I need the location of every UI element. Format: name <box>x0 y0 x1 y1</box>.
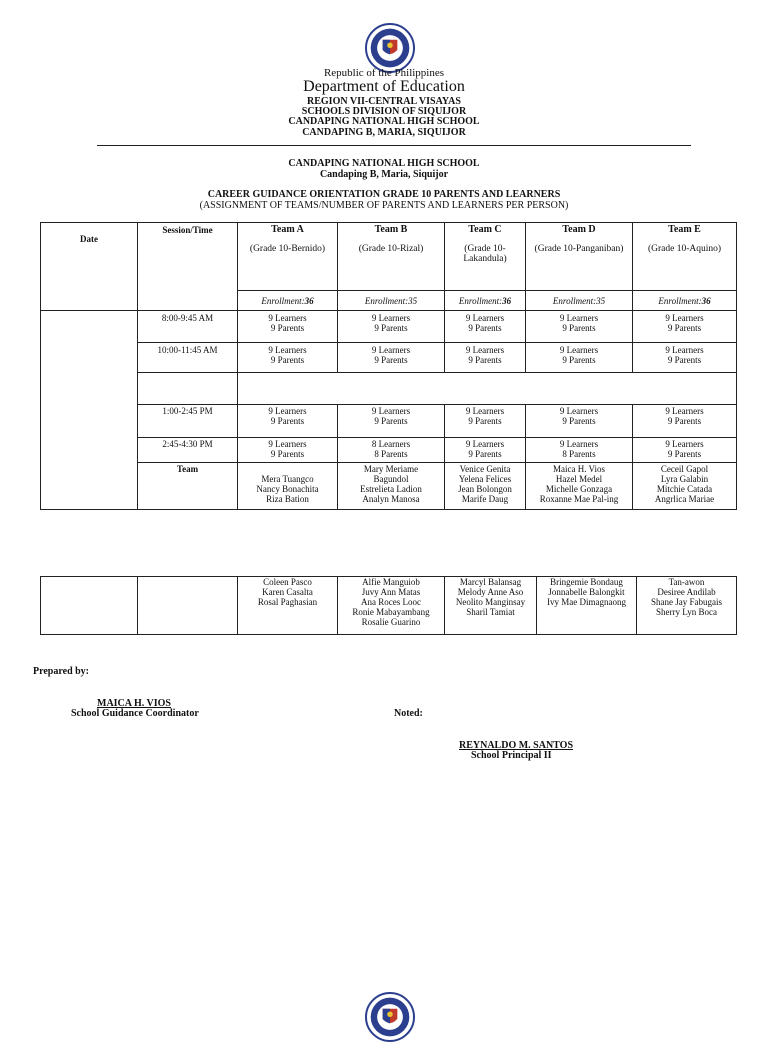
break-time-cell <box>138 373 238 405</box>
doc-subtitle: (ASSIGNMENT OF TEAMS/NUMBER OF PARENTS AND LEARNERS PER PERSON) <box>199 200 569 211</box>
session-row <box>41 343 737 373</box>
member-name: Sharil Tamiat <box>466 607 515 617</box>
member-name: Sherry Lyn Boca <box>656 607 717 617</box>
parents-count: 9 Parents <box>270 323 305 333</box>
parents-count: 9 Parents <box>374 355 408 365</box>
parents-count: 8 Parents <box>374 449 408 459</box>
member-name: Neolito Manginsay <box>455 597 526 607</box>
sub-address: Candaping B, Maria, Siquijor <box>319 169 449 180</box>
team-section: (Grade 10-Panganiban) <box>534 244 624 254</box>
learners-count: 9 Learners <box>268 439 307 449</box>
session-time: 8:00-9:45 AM <box>138 311 238 343</box>
member-name: Ivy Mae Dimagnaong <box>547 597 626 607</box>
noter-title: School Principal II <box>471 750 552 761</box>
member-name: Karen Casalta <box>262 587 313 597</box>
team-name: Team E <box>668 224 701 235</box>
date-header: Date <box>41 223 138 311</box>
parents-count: 9 Parents <box>468 323 502 333</box>
learners-count: 9 Learners <box>268 345 307 355</box>
team-members-row <box>41 463 737 510</box>
session-row <box>41 311 737 343</box>
enrollment-label: Enrollment: <box>364 295 409 306</box>
enrollment-value: 36 <box>701 295 711 306</box>
team-d-members <box>526 463 633 510</box>
team-section: (Grade 10-Bernido) <box>249 244 326 254</box>
learners-count: 9 Learners <box>465 439 505 449</box>
team-name: Team C <box>468 224 502 235</box>
doc-title: CAREER GUIDANCE ORIENTATION GRADE 10 PARENTS AND LEARNERS <box>207 189 561 200</box>
team-b-header <box>338 223 445 291</box>
session-time: 10:00-11:45 AM <box>138 343 238 373</box>
member-name: Rosalie Guarino <box>361 617 421 627</box>
parents-count: 9 Parents <box>468 416 502 426</box>
team-name: Team A <box>271 224 304 235</box>
member-name: Melody Anne Aso <box>457 587 524 597</box>
member-name: Nancy Bonachita <box>256 484 319 494</box>
member-name: Michelle Gonzaga <box>545 484 613 494</box>
count-cell <box>633 343 737 373</box>
parents-count: 9 Parents <box>270 416 305 426</box>
team-label: Team <box>138 463 238 510</box>
learners-count: 9 Learners <box>268 406 307 416</box>
session-header: Session/Time <box>138 223 238 311</box>
count-cell <box>445 343 526 373</box>
session-row <box>41 438 737 463</box>
enrollment-cell <box>526 291 633 311</box>
deped-seal-logo-footer <box>365 992 415 1042</box>
team-members-row <box>41 577 737 635</box>
count-cell <box>526 311 633 343</box>
header-divider <box>97 145 691 146</box>
count-cell <box>238 343 338 373</box>
team-b-members <box>338 463 445 510</box>
member-name: Bagundol <box>373 474 409 484</box>
enrollment-value: 35 <box>596 295 606 306</box>
parents-count: 9 Parents <box>374 323 408 333</box>
enrollment-value: 36 <box>304 295 314 306</box>
learners-count: 9 Learners <box>559 313 599 323</box>
member-name: Analyn Manosa <box>362 494 420 504</box>
learners-count: 8 Learners <box>371 439 411 449</box>
parents-count: 8 Parents <box>562 449 596 459</box>
enrollment-label: Enrollment: <box>458 295 503 306</box>
session-time: 1:00-2:45 PM <box>138 405 238 438</box>
preparer-title: School Guidance Coordinator <box>71 708 199 719</box>
team-a-members <box>238 577 338 635</box>
count-cell <box>338 343 445 373</box>
parents-count: 9 Parents <box>667 449 702 459</box>
enrollment-value: 35 <box>408 295 418 306</box>
parents-count: 9 Parents <box>374 416 408 426</box>
schedule-table <box>40 222 737 510</box>
count-cell <box>445 311 526 343</box>
count-cell <box>338 311 445 343</box>
session-row <box>41 405 737 438</box>
parents-count: 9 Parents <box>468 355 502 365</box>
member-name: Lyra Galabin <box>660 474 709 484</box>
parents-count: 9 Parents <box>667 416 702 426</box>
session-time: 2:45-4:30 PM <box>138 438 238 463</box>
prepared-by-label: Prepared by: <box>33 666 90 677</box>
enrollment-cell <box>238 291 338 311</box>
learners-count: 9 Learners <box>268 313 307 323</box>
seal-icon <box>367 994 413 1040</box>
enrollment-value: 36 <box>502 295 512 306</box>
member-name: Tan-awon <box>668 577 705 587</box>
date-cell <box>41 311 138 510</box>
parents-count: 9 Parents <box>562 323 596 333</box>
header-row <box>41 223 737 291</box>
member-name: Ana Roces Looc <box>361 597 421 607</box>
member-name: Rosal Paghasian <box>257 597 318 607</box>
member-name: Shane Jay Fabugais <box>651 597 722 607</box>
team-e-members <box>637 577 737 635</box>
learners-count: 9 Learners <box>371 406 411 416</box>
sub-school: CANDAPING NATIONAL HIGH SCHOOL <box>288 158 480 169</box>
team-e-members <box>633 463 737 510</box>
member-name: Hazel Medel <box>555 474 603 484</box>
address-line: CANDAPING B, MARIA, SIQUIJOR <box>302 127 466 138</box>
member-name: Alfie Manguiob <box>362 577 420 587</box>
count-cell <box>338 438 445 463</box>
count-cell <box>445 438 526 463</box>
parents-count: 9 Parents <box>562 355 596 365</box>
team-c-members <box>445 463 526 510</box>
parents-count: 9 Parents <box>468 449 502 459</box>
enrollment-label: Enrollment: <box>261 295 305 306</box>
team-a-members <box>238 463 338 510</box>
learners-count: 9 Learners <box>371 313 411 323</box>
member-name: Angrlica Mariae <box>654 494 715 504</box>
break-span-cell <box>238 373 737 405</box>
team-section: (Grade 10-Aquino) <box>647 244 722 254</box>
member-name: Jean Bolongon <box>458 484 512 494</box>
count-cell <box>445 405 526 438</box>
preparer-name: MAICA H. VIOS <box>97 698 171 709</box>
member-name: Venice Genita <box>459 464 511 474</box>
count-cell <box>633 405 737 438</box>
member-name: Ronie Mabayambang <box>352 607 430 617</box>
empty-session-cell <box>138 577 238 635</box>
team-d-members <box>537 577 637 635</box>
learners-count: 9 Learners <box>371 345 411 355</box>
team-d-header <box>526 223 633 291</box>
team-a-header <box>238 223 338 291</box>
division-line: SCHOOLS DIVISION OF SIQUIJOR <box>301 106 467 117</box>
member-name: Jonnabelle Balongkit <box>548 587 625 597</box>
learners-count: 9 Learners <box>559 406 599 416</box>
enrollment-cell <box>445 291 526 311</box>
team-section: (Grade 10-Lakandula) <box>463 244 507 264</box>
learners-count: 9 Learners <box>665 345 704 355</box>
team-name: Team B <box>374 224 408 235</box>
learners-count: 9 Learners <box>465 406 505 416</box>
team-c-header <box>445 223 526 291</box>
count-cell <box>238 438 338 463</box>
learners-count: 9 Learners <box>665 313 704 323</box>
learners-count: 9 Learners <box>465 313 505 323</box>
learners-count: 9 Learners <box>559 439 599 449</box>
learners-count: 9 Learners <box>465 345 505 355</box>
lunch-break-row <box>41 373 737 405</box>
member-name: Marcyl Balansag <box>459 577 522 587</box>
team-members-table-continued <box>40 576 737 635</box>
team-c-members <box>445 577 537 635</box>
noted-label: Noted: <box>394 708 423 719</box>
team-b-members <box>338 577 445 635</box>
member-name: Riza Bation <box>266 494 309 504</box>
count-cell <box>633 438 737 463</box>
enrollment-cell <box>338 291 445 311</box>
enrollment-cell <box>633 291 737 311</box>
count-cell <box>238 311 338 343</box>
count-cell <box>526 343 633 373</box>
member-name: Juvy Ann Matas <box>361 587 421 597</box>
learners-count: 9 Learners <box>665 439 704 449</box>
school-line: CANDAPING NATIONAL HIGH SCHOOL <box>288 116 480 127</box>
parents-count: 9 Parents <box>667 323 702 333</box>
member-name: Maica H. Vios <box>552 464 606 474</box>
count-cell <box>633 311 737 343</box>
member-name: Desiree Andilab <box>657 587 716 597</box>
count-cell <box>338 405 445 438</box>
republic-line: Republic of the Philippines <box>323 67 445 79</box>
parents-count: 9 Parents <box>270 449 305 459</box>
team-section: (Grade 10-Rizal) <box>358 244 424 254</box>
learners-count: 9 Learners <box>559 345 599 355</box>
member-name: Mera Tuangco <box>261 474 314 484</box>
count-cell <box>526 438 633 463</box>
member-name: Ceceil Gapol <box>660 464 709 474</box>
team-e-header <box>633 223 737 291</box>
parents-count: 9 Parents <box>562 416 596 426</box>
team-name: Team D <box>562 224 596 235</box>
empty-date-cell <box>41 577 138 635</box>
enrollment-label: Enrollment: <box>552 295 597 306</box>
member-name: Mary Meriame <box>363 464 419 474</box>
learners-count: 9 Learners <box>665 406 704 416</box>
region-line: REGION VII-CENTRAL VISAYAS <box>307 96 461 107</box>
member-name: Marife Daug <box>461 494 509 504</box>
member-name: Roxanne Mae Pal-ing <box>539 494 619 504</box>
count-cell <box>526 405 633 438</box>
parents-count: 9 Parents <box>270 355 305 365</box>
member-name: Coleen Pasco <box>263 577 312 587</box>
member-name: Estrelieta Ladion <box>360 484 422 494</box>
member-name: Bringemie Bondaug <box>550 577 623 587</box>
department-title: Department of Education <box>303 78 465 95</box>
parents-count: 9 Parents <box>667 355 702 365</box>
count-cell <box>238 405 338 438</box>
noter-name: REYNALDO M. SANTOS <box>459 740 573 751</box>
deped-seal-logo <box>365 23 415 73</box>
member-name: Mitchie Catada <box>656 484 713 494</box>
seal-icon <box>367 25 413 71</box>
member-name: Yelena Felices <box>458 474 512 484</box>
enrollment-label: Enrollment: <box>658 295 702 306</box>
